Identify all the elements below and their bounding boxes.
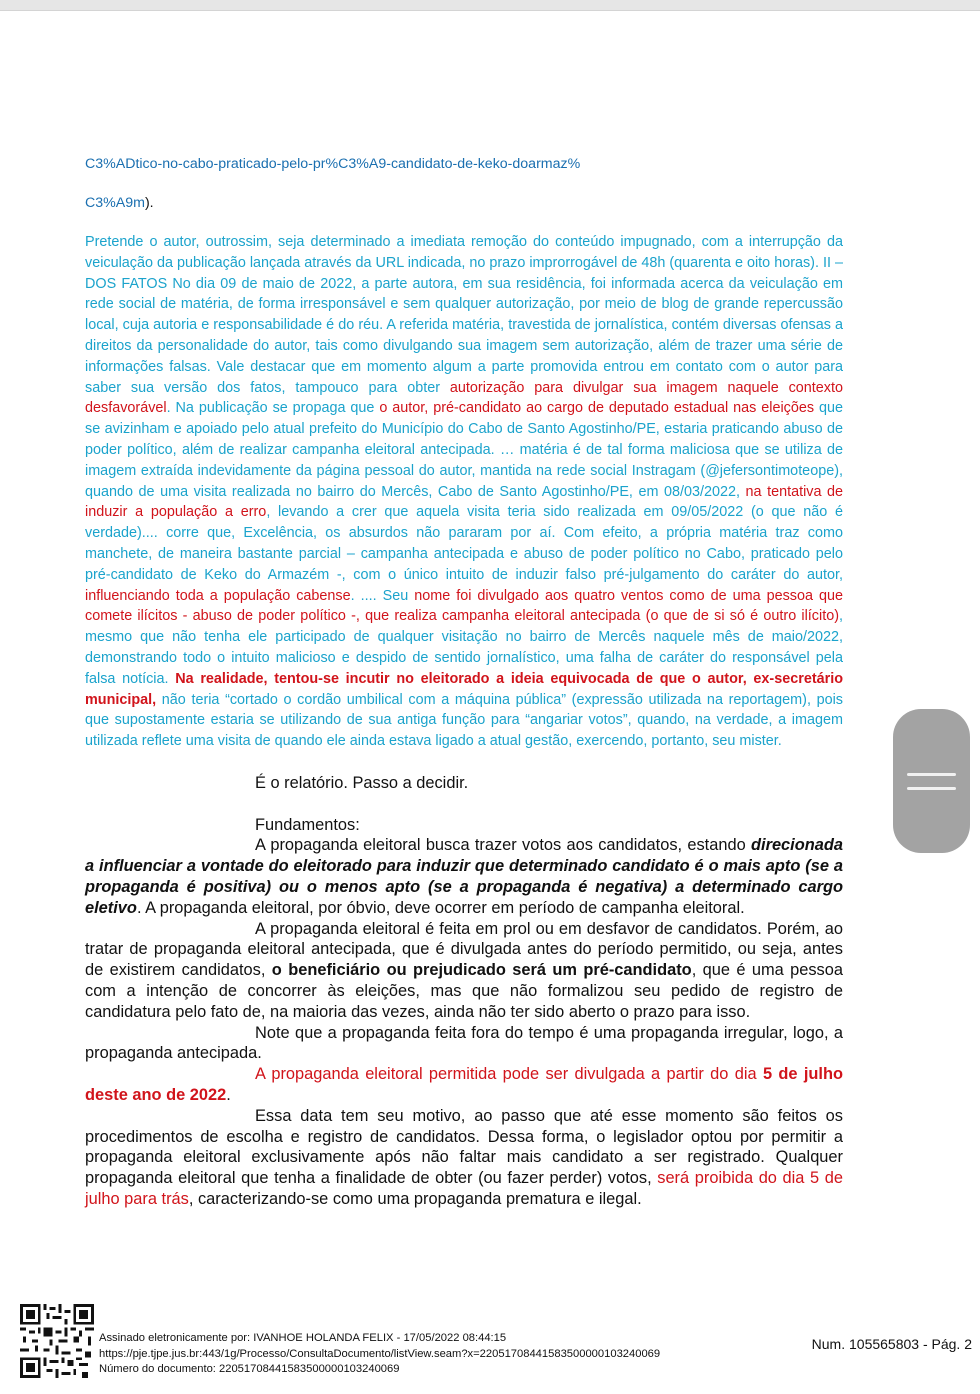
quote-bold-highlight: Na realidade, tentou-se incutir no eleitorado a ideia equivocada de que o autor, ex-secretário municipal, [85,670,844,708]
quote-text: que se avizinham e apoiado pelo atual prefeito do Município do Cabo de Santo Agostinho/PE, estaria praticando abuso de poder político, além de realizar campanha eleitoral antecipada. … matéria é de tal forma maliciosa que se utiliza de imagem extraída indevidamente da página pessoal do autor, mantida na rede social Instragam (@jefersontimoteope), quando de uma visita realizada no bairro do Mercês, Cabo de Santo Agostinho/PE, em 08/03/2022, [85,400,843,500]
quote-highlight: na tentativa de induzir a população a erro [85,483,843,521]
quote-text: . .... Seu [350,587,415,604]
quote-text: Pretende o autor, outrossim, seja determinado a imediata remoção do conteúdo impugnado, com a interrupção da veiculação da publicação lançada através da URL indicada, no prazo improrrogável de 48h (quarenta e oito horas). II – DOS FATOS No dia 09 de maio de 2022, a parte autora, em sua residência, foi informada acerca da veiculação em rede social de matéria, de forma irresponsável e sem qualquer autorização, por meio de blog de grande repercussão local, cuja autoria e responsabilidade é do réu. A referida matéria, travestida de jornalística, contém diversas ofensas a direitos da personalidade do autor, tais como divulgando sua imagem sem autorização, além de trazer uma série de informações falsas. Vale destacar que em momento algum a parte promovida entrou em contato com o autor para saber sua versão dos fatos, tampouco para obter [85,234,843,396]
paragraph-5 [85,1106,843,1210]
quote-highlight: influenciando toda a população cabense [85,587,351,604]
text: Essa data tem seu motivo, ao passo que até esse momento são feitos os procedimentos de escolha e registro de candidatos. Dessa forma, o legislador optou por permitir a propaganda eleitoral exclusivamente após não faltar mais candidato a ser registrado. Qualquer propaganda eleitoral que tenha a finalidade de obter (ou fazer perder) votos, [85,1106,843,1188]
emphasis: 5 de julho deste ano de 2022 [85,1065,844,1104]
url-fragment-line-2 [85,195,154,211]
quote-highlight: nome foi divulgado aos quatro ventos como de uma pessoa que comete ilícitos - abuso de poder político -, que realiza campanha eleitoral antecipada (o que de si só é outro ilícito) [85,587,844,625]
url-fragment-text: C3%ADtico-no-cabo-praticado-pelo-pr%C3%A9-candidato-de-keko-doarmaz% [85,156,581,172]
signature-info [99,1331,660,1378]
url-fragment-line-1 [85,156,580,172]
quoted-petition-paragraph [85,232,843,752]
qr-code-icon[interactable] [20,1304,94,1378]
scroll-handle-icon[interactable] [893,709,970,853]
document-footer [0,1300,980,1394]
text: . A propaganda eleitoral, por óbvio, deve ocorrer em período de campanha eleitoral. [136,898,745,917]
grip-line [907,773,956,776]
quote-text: não teria “cortado o cordão umbilical com a máquina pública” (expressão utilizada na reportagem), pois que supostamente estaria se utilizando de sua antiga função para “angariar votos”, quando, na verdade, a imagem utilizada reflete uma visita de quando ele ainda estava ligado a atual gestão, exercendo, portanto, seu mister. [85,691,843,750]
relatorio-line: É o relatório. Passo a decidir. [255,774,469,792]
paragraph-2 [85,919,843,1023]
emphasis: o beneficiário ou prejudicado será um pré-candidato [271,961,692,980]
decision-body [85,773,843,1210]
signed-by: Assinado eletronicamente por: IVANHOE HOLANDA FELIX - 17/05/2022 08:44:15 [99,1332,507,1344]
text: , caracterizando-se como uma propaganda prematura e ilegal. [188,1189,642,1208]
text: A propaganda eleitoral permitida pode ser divulgada a partir do dia [255,1065,763,1084]
paragraph-3: Note que a propaganda feita fora do tempo é uma propaganda irregular, logo, a propaganda antecipada. [85,1023,843,1063]
grip-line [907,787,956,790]
document-url[interactable]: https://pje.tjpe.jus.br:443/1g/Processo/ConsultaDocumento/listView.seam?x=22051708441583500000103240069 [99,1347,661,1360]
emphasis: direcionada a influenciar a vontade do eleitorado para induzir que determinado candidato é o mais apto (se a propaganda é positiva) ou o menos apto (se a propaganda é negativa) a determinado cargo eletivo [85,836,843,917]
text: . [226,1085,231,1104]
quote-text: , levando a crer que aquela visita teria sido realizada em 09/05/2022 (o que não é verdade).... corre que, Excelência, os absurdos não pararam por aí. Com efeito, a própria matéria traz como manchete, de maneira bastante parcial – campanha antecipada e abuso de poder político no Cabo, praticado pelo pré-candidato de Keko do Armazém -, com o único intuito de induzir falso pré-julgamento do caráter do autor, [85,504,843,583]
url-fragment-tail: ). [144,195,154,211]
text: A propaganda eleitoral é feita em prol ou em desfavor de candidatos. Porém, ao tratar de propaganda eleitoral antecipada, que é divulgada antes do período permitido, ou seja, antes de existirem candidatos, [85,919,843,980]
fundamentos-heading: Fundamentos: [255,815,360,834]
text: A propaganda eleitoral busca trazer votos aos candidatos, estando [255,836,751,855]
quote-text: , mesmo que não tenha ele participado de qualquer visitação no bairro de Mercês naquele mês de maio/2022, demonstrando todo o intuito malicioso e despido de sentido jornalístico, uma falha de caráter do responsável pela falsa notícia. [85,608,843,687]
quote-highlight: o autor, pré-candidato ao cargo de deputado estadual nas eleições [379,400,815,417]
paragraph-1 [85,835,843,918]
quote-highlight: autorização para divulgar sua imagem naquele contexto desfavorável [85,379,844,417]
text: , que é uma pessoa com a intenção de concorrer às eleições, mas que não formalizou seu pedido de registro de candidatura pelo fato de, na maioria das vezes, ainda não ter sido aberto o prazo para isso. [85,961,843,1021]
emphasis: será proibida do dia 5 de julho para trás [85,1169,843,1208]
quote-text: . Na publicação se propaga que [166,400,380,417]
document-number: Número do documento: 22051708441583500000103240069 [99,1363,400,1376]
page-number: Num. 105565803 - Pág. 2 [811,1336,972,1352]
url-fragment-link[interactable]: C3%A9m [85,195,145,211]
paragraph-4 [85,1064,843,1106]
viewer-top-bar [0,0,980,11]
